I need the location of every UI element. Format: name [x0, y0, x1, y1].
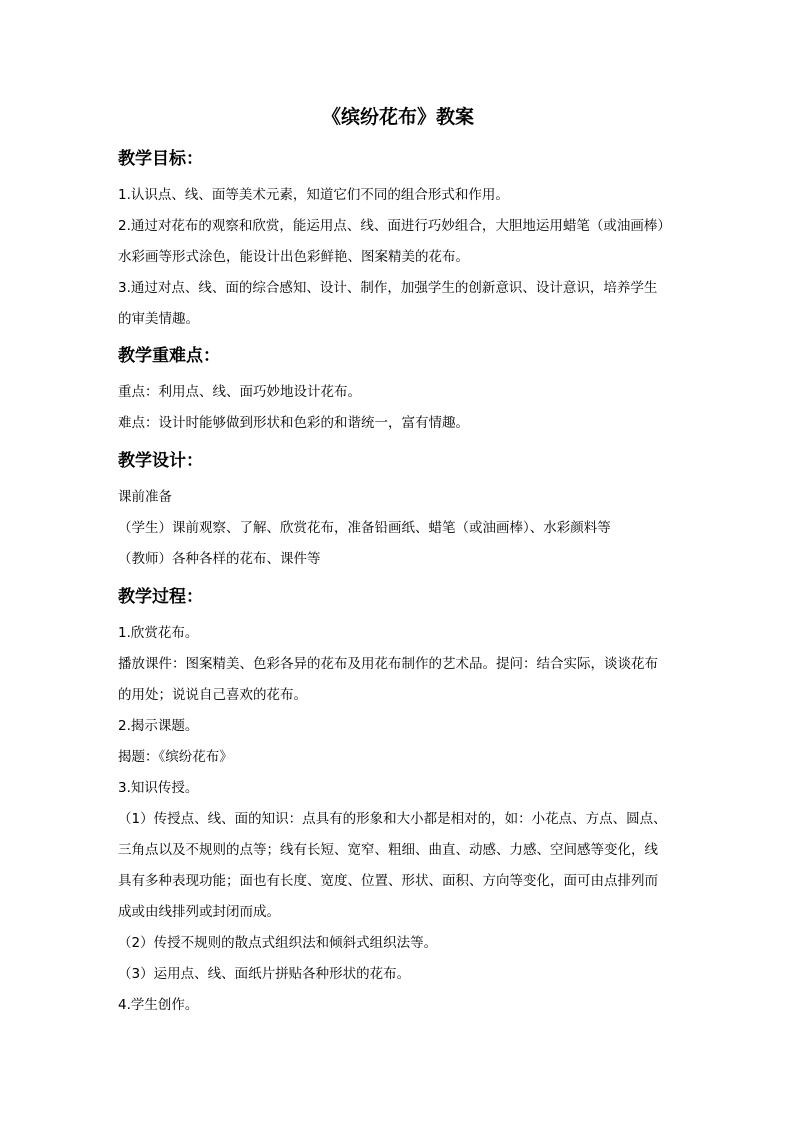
key-points-line: 重点：利用点、线、面巧妙地设计花布。 [118, 384, 361, 400]
goals-line: 3.通过对点、线、面的综合感知、设计、制作，加强学生的创新意识、设计意识，培养学生 [118, 280, 658, 296]
goals-line: 水彩画等形式涂色，能设计出色彩鲜艳、图案精美的花布。 [118, 249, 469, 265]
design-line: （学生）课前观察、了解、欣赏花布，准备铅画纸、蜡笔（或油画棒）、水彩颜料等 [118, 520, 611, 536]
goals-line: 的审美情趣。 [118, 311, 199, 327]
process-line: 揭题：《缤纷花布》 [118, 749, 233, 765]
process-line: （3）运用点、线、面纸片拼贴各种形状的花布。 [118, 966, 411, 982]
goals-line: 2.通过对花布的观察和欣赏，能运用点、线、面进行巧妙组合，大胆地运用蜡笔（或油画棒） [118, 218, 671, 234]
design-line: （教师）各种各样的花布、课件等 [118, 551, 321, 567]
process-line: 的用处；说说自己喜欢的花布。 [118, 687, 307, 703]
process-line: 播放课件：图案精美、色彩各异的花布及用花布制作的艺术品。提问：结合实际，谈谈花布 [118, 656, 658, 672]
process-line: 成或由线排列或封闭而成。 [118, 904, 280, 920]
design-line: 课前准备 [118, 489, 172, 505]
process-line: 2.揭示课题。 [118, 718, 199, 734]
document-title: 《缤纷花布》教案 [321, 106, 474, 128]
process-line: （1）传授点、线、面的知识：点具有的形象和大小都是相对的，如：小花点、方点、圆点、 [118, 811, 667, 827]
section-heading-design: 教学设计： [118, 451, 203, 471]
section-heading-process: 教学过程： [118, 587, 203, 607]
process-line: 4.学生创作。 [118, 997, 199, 1013]
key-points-line: 难点：设计时能够做到形状和色彩的和谐统一，富有情趣。 [118, 415, 469, 431]
process-line: 三角点以及不规则的点等；线有长短、宽窄、粗细、曲直、动感、力感、空间感等变化，线 [118, 842, 658, 858]
process-line: 1.欣赏花布。 [118, 625, 199, 641]
section-heading-goals: 教学目标： [118, 149, 203, 169]
process-line: （2）传授不规则的散点式组织法和倾斜式组织法等。 [118, 935, 438, 951]
process-line: 3.知识传授。 [118, 780, 199, 796]
section-heading-key-points: 教学重难点： [118, 346, 220, 366]
goals-line: 1.认识点、线、面等美术元素，知道它们不同的组合形式和作用。 [118, 187, 509, 203]
process-line: 具有多种表现功能；面也有长度、宽度、位置、形状、面积、方向等变化，面可由点排列而 [118, 873, 658, 889]
